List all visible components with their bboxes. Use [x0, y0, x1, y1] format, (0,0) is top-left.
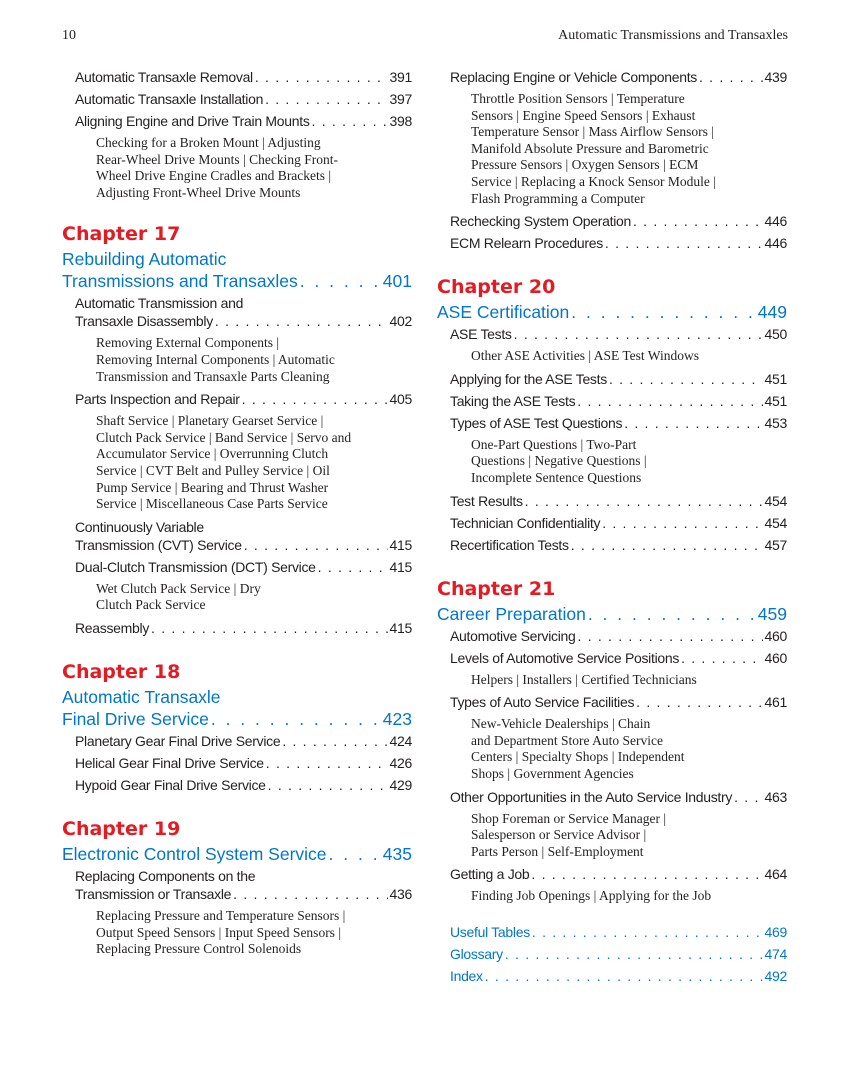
toc-line[interactable] — [75, 556, 412, 578]
dot-leader — [624, 412, 762, 434]
page-number: 10 — [62, 28, 76, 43]
subtopic-line: Throttle Position Sensors | Temperature — [471, 91, 685, 106]
page-number: 464 — [764, 866, 787, 883]
dot-leader — [211, 708, 381, 730]
running-title: Automatic Transmissions and Transaxles — [558, 28, 788, 43]
dot-leader — [636, 691, 762, 713]
back-matter-link[interactable] — [450, 965, 787, 987]
subtopic-line: Accumulator Service | Overrunning Clutch — [96, 446, 329, 462]
toc-line[interactable] — [62, 843, 412, 865]
subtopic-line: Shops | Government Agencies — [471, 765, 634, 781]
subtopics — [471, 91, 787, 207]
toc-line[interactable] — [450, 534, 787, 556]
page-number: 453 — [764, 414, 787, 431]
entry-label: Taking the ASE Tests — [450, 392, 576, 409]
page-number: 451 — [764, 392, 787, 409]
subtopics — [96, 908, 412, 958]
subtopics — [471, 811, 787, 861]
subtopic-line: and Department Store Auto Service — [471, 732, 663, 748]
dot-leader — [571, 301, 756, 323]
dot-leader — [681, 647, 762, 669]
dot-leader — [514, 323, 763, 345]
toc-line[interactable] — [75, 312, 412, 330]
toc-entry[interactable] — [75, 388, 412, 410]
toc-entry[interactable] — [75, 292, 412, 332]
page-number: 451 — [764, 370, 787, 387]
toc-line[interactable] — [75, 88, 412, 110]
toc-entry[interactable] — [75, 730, 412, 752]
entry-label: Automatic Transaxle Installation — [75, 91, 264, 107]
page-number: 424 — [389, 732, 412, 749]
toc-entry[interactable] — [75, 774, 412, 796]
subtopic-line: Clutch Pack Service | Band Service | Servo and — [96, 429, 352, 445]
back-matter-link[interactable] — [450, 921, 787, 943]
toc-line[interactable] — [75, 110, 412, 132]
subtopic-line: Output Speed Sensors | Input Speed Sensors | — [96, 924, 342, 940]
chapter-title-link[interactable] — [62, 686, 412, 730]
subtopic-line: Pressure Sensors | Oxygen Sensors | ECM — [471, 157, 699, 173]
entry-label: Other Opportunities in the Auto Service Industry — [450, 788, 733, 805]
entry-label: Levels of Automotive Service Positions — [450, 649, 680, 666]
entry-label: Final Drive Service — [62, 708, 209, 729]
toc-entry[interactable] — [450, 390, 787, 412]
toc-entry[interactable] — [75, 556, 412, 578]
entry-label: Reassembly — [75, 619, 150, 636]
entry-label: Useful Tables — [450, 923, 530, 940]
dot-leader — [605, 232, 763, 254]
entry-label: Hypoid Gear Final Drive Service — [75, 776, 266, 793]
subtopic-line: Centers | Specialty Shops | Independent — [471, 749, 685, 765]
dot-leader — [588, 603, 756, 625]
page-number: 492 — [764, 967, 787, 984]
dot-leader — [265, 88, 387, 110]
dot-leader — [609, 368, 763, 390]
chapter-title-link[interactable] — [437, 301, 787, 323]
subtopics — [471, 888, 787, 905]
subtopic-line: Sensors | Engine Speed Sensors | Exhaust — [471, 107, 696, 123]
entry-label: Getting a Job — [450, 866, 530, 883]
page-number: 429 — [389, 776, 412, 793]
toc-line[interactable] — [437, 603, 787, 625]
toc-line[interactable] — [450, 210, 787, 232]
toc-entry[interactable] — [75, 865, 412, 905]
toc-line[interactable] — [75, 752, 412, 774]
dot-leader — [531, 863, 762, 885]
dot-leader — [244, 536, 388, 554]
toc-entry[interactable] — [450, 691, 787, 713]
toc-line[interactable] — [450, 490, 787, 512]
entry-label: Transmission or Transaxle — [75, 885, 232, 902]
toc-entry[interactable] — [75, 88, 412, 110]
subtopic-line: Clutch Pack Service — [96, 597, 206, 613]
page-number: 450 — [764, 326, 787, 343]
entry-label: ASE Tests — [450, 326, 512, 343]
toc-entry[interactable] — [450, 368, 787, 390]
page-number: 454 — [764, 514, 787, 531]
page-number: 415 — [389, 558, 412, 575]
subtopics — [96, 135, 412, 201]
subtopic-line: Parts Person | Self-Employment — [471, 843, 644, 859]
chapter-heading: Chapter 19 — [62, 817, 181, 840]
subtopic-line: Shop Foreman or Service Manager | — [471, 810, 667, 826]
toc-line[interactable] — [450, 943, 787, 965]
dot-leader — [578, 625, 763, 647]
subtopic-line: Replacing Pressure and Temperature Sensors | — [96, 907, 346, 923]
toc-entry[interactable] — [450, 323, 787, 345]
subtopics — [96, 335, 412, 385]
page-number: 415 — [389, 619, 412, 636]
toc-line[interactable] — [450, 921, 787, 943]
subtopic-line: Salesperson or Service Advisor | — [471, 827, 647, 843]
subtopic-line: Service | Replacing a Knock Sensor Module | — [471, 173, 716, 189]
subtopics — [96, 413, 412, 513]
toc-line[interactable] — [75, 617, 412, 639]
toc-column-right — [437, 66, 787, 987]
subtopics — [96, 581, 412, 614]
subtopic-line: Removing External Components | — [96, 335, 280, 351]
dot-leader — [532, 921, 763, 943]
subtopic-line: Service | CVT Belt and Pulley Service | Oil — [96, 462, 330, 478]
page-number: 398 — [389, 113, 412, 129]
subtopic-line: Questions | Negative Questions | — [471, 453, 647, 469]
entry-label: Career Preparation — [437, 603, 586, 624]
entry-label-first-line: Automatic Transaxle — [62, 686, 221, 707]
page-number: 469 — [764, 923, 787, 940]
entry-label: Applying for the ASE Tests — [450, 370, 607, 387]
toc-entry[interactable] — [75, 66, 412, 88]
entry-label: Transmissions and Transaxles — [62, 271, 298, 292]
toc-line[interactable] — [450, 390, 787, 412]
chapter-heading: Chapter 17 — [62, 223, 181, 246]
page-number: 436 — [389, 885, 412, 902]
toc-line[interactable] — [450, 323, 787, 345]
subtopics — [471, 716, 787, 782]
subtopic-line: Checking for a Broken Mount | Adjusting — [96, 135, 321, 150]
page-number: 446 — [764, 235, 787, 252]
toc-entry[interactable] — [75, 752, 412, 774]
toc-entry[interactable] — [450, 786, 787, 808]
toc-line[interactable] — [450, 512, 787, 534]
dot-leader — [571, 534, 763, 556]
toc-line[interactable] — [450, 786, 787, 808]
toc-line[interactable] — [450, 625, 787, 647]
entry-label: Glossary — [450, 945, 503, 962]
subtopic-line: One-Part Questions | Two-Part — [471, 436, 637, 452]
entry-label: Electronic Control System Service — [62, 843, 327, 864]
dot-leader — [505, 943, 763, 965]
toc-line[interactable] — [62, 708, 412, 730]
entry-label: Types of ASE Test Questions — [450, 414, 623, 431]
toc-line[interactable] — [450, 66, 787, 88]
toc-entry[interactable] — [450, 412, 787, 434]
entry-label: Parts Inspection and Repair — [75, 391, 240, 408]
dot-leader — [233, 885, 387, 903]
dot-leader — [151, 617, 388, 639]
page-number: 474 — [764, 945, 787, 962]
toc-line[interactable] — [75, 66, 412, 88]
dot-leader — [699, 66, 763, 88]
entry-label-first-line: Automatic Transmission and — [75, 295, 244, 312]
toc-line[interactable] — [450, 863, 787, 885]
toc-entry[interactable] — [450, 647, 787, 669]
chapter-heading: Chapter 21 — [437, 577, 556, 600]
dot-leader — [318, 556, 388, 578]
subtopics — [471, 437, 787, 487]
entry-label: ASE Certification — [437, 302, 570, 323]
subtopics — [471, 348, 787, 365]
entry-label: Transaxle Disassembly — [75, 313, 213, 330]
page-number: 449 — [757, 302, 787, 323]
subtopic-line: Shaft Service | Planetary Gearset Service | — [96, 413, 324, 429]
subtopic-line: Finding Job Openings | Applying for the Job — [471, 888, 712, 904]
dot-leader — [312, 110, 388, 132]
subtopic-line: Temperature Sensor | Mass Airflow Sensors | — [471, 124, 714, 140]
page-number: 461 — [764, 694, 787, 711]
toc-entry[interactable] — [75, 110, 412, 132]
subtopic-line: Transmission and Transaxle Parts Cleaning — [96, 368, 330, 384]
dot-leader — [242, 388, 388, 410]
entry-label-first-line: Rebuilding Automatic — [62, 249, 227, 270]
page-number: 426 — [389, 754, 412, 771]
page-number: 454 — [764, 492, 787, 509]
subtopic-line: Pump Service | Bearing and Thrust Washer — [96, 479, 329, 495]
page-number: 446 — [764, 213, 787, 230]
entry-label: ECM Relearn Procedures — [450, 235, 603, 252]
toc-entry[interactable] — [450, 534, 787, 556]
entry-label: Helical Gear Final Drive Service — [75, 754, 264, 771]
dot-leader — [525, 490, 763, 512]
toc-line[interactable] — [437, 301, 787, 323]
subtopic-line: Rear-Wheel Drive Mounts | Checking Front- — [96, 151, 338, 167]
chapter-title-link[interactable] — [437, 603, 787, 625]
subtopic-line: New-Vehicle Dealerships | Chain — [471, 716, 651, 732]
toc-entry[interactable] — [450, 66, 787, 88]
entry-label-first-line: Replacing Components on the — [75, 867, 256, 884]
subtopic-line: Service | Miscellaneous Case Parts Service — [96, 496, 328, 512]
subtopic-line: Incomplete Sentence Questions — [471, 469, 642, 485]
dot-leader — [282, 730, 387, 752]
page-number: 439 — [764, 69, 787, 85]
dot-leader — [734, 786, 762, 808]
dot-leader — [300, 270, 381, 292]
toc-line[interactable] — [450, 691, 787, 713]
chapter-heading: Chapter 18 — [62, 660, 181, 683]
toc-entry[interactable] — [450, 863, 787, 885]
subtopic-line: Flash Programming a Computer — [471, 190, 645, 206]
dot-leader — [329, 843, 381, 865]
entry-label: Replacing Engine or Vehicle Components — [450, 69, 697, 85]
toc-entry[interactable] — [450, 490, 787, 512]
page-number: 435 — [382, 843, 412, 864]
toc-line[interactable] — [75, 388, 412, 410]
page-number: 423 — [382, 708, 412, 729]
entry-label: Automotive Servicing — [450, 627, 576, 644]
entry-label: Automatic Transaxle Removal — [75, 69, 253, 85]
toc-entry[interactable] — [450, 210, 787, 232]
subtopic-line: Manifold Absolute Pressure and Barometric — [471, 140, 709, 156]
subtopics — [471, 672, 787, 689]
page-number: 457 — [764, 536, 787, 553]
entry-label: Test Results — [450, 492, 523, 509]
subtopic-line: Wheel Drive Engine Cradles and Brackets | — [96, 168, 332, 184]
entry-label: Rechecking System Operation — [450, 213, 631, 230]
dot-leader — [602, 512, 762, 534]
entry-label: Types of Auto Service Facilities — [450, 694, 635, 711]
toc-entry[interactable] — [450, 512, 787, 534]
entry-label: Transmission (CVT) Service — [75, 536, 242, 553]
toc-line[interactable] — [450, 232, 787, 254]
entry-label: Planetary Gear Final Drive Service — [75, 732, 281, 749]
dot-leader — [577, 390, 762, 412]
page-number: 402 — [389, 313, 412, 330]
page-number: 463 — [764, 788, 787, 805]
page-number: 459 — [757, 603, 787, 624]
page-number: 391 — [389, 69, 412, 85]
entry-label-first-line: Continuously Variable — [75, 518, 204, 535]
back-matter-link[interactable] — [450, 943, 787, 965]
subtopic-line: Removing Internal Components | Automatic — [96, 351, 335, 367]
toc-line[interactable] — [450, 965, 787, 987]
page-number: 397 — [389, 91, 412, 107]
entry-label: Technician Confidentiality — [450, 514, 601, 531]
subtopic-line: Helpers | Installers | Certified Technicians — [471, 671, 697, 687]
toc-line[interactable] — [75, 774, 412, 796]
dot-leader — [266, 752, 388, 774]
toc-entry[interactable] — [450, 232, 787, 254]
entry-label: Dual-Clutch Transmission (DCT) Service — [75, 558, 316, 575]
toc-line[interactable] — [450, 368, 787, 390]
toc-line[interactable] — [75, 536, 412, 554]
subtopic-line: Replacing Pressure Control Solenoids — [96, 941, 302, 957]
dot-leader — [485, 965, 763, 987]
toc-line[interactable] — [75, 885, 412, 903]
page-number: 405 — [389, 391, 412, 408]
chapter-heading: Chapter 20 — [437, 276, 556, 299]
dot-leader — [255, 66, 388, 88]
toc-line[interactable] — [450, 412, 787, 434]
subtopic-line: Wet Clutch Pack Service | Dry — [96, 580, 261, 596]
dot-leader — [633, 210, 763, 232]
entry-label: Recertification Tests — [450, 536, 569, 553]
dot-leader — [215, 312, 388, 330]
page-number: 460 — [764, 649, 787, 666]
entry-label: Aligning Engine and Drive Train Mounts — [75, 113, 310, 129]
subtopic-line: Other ASE Activities | ASE Test Windows — [471, 348, 699, 364]
toc-entry[interactable] — [450, 625, 787, 647]
toc-entry[interactable] — [75, 617, 412, 639]
page-number: 460 — [764, 627, 787, 644]
toc-line[interactable] — [62, 270, 412, 292]
chapter-title-link[interactable] — [62, 843, 412, 865]
entry-label: Index — [450, 967, 483, 984]
toc-line[interactable] — [450, 647, 787, 669]
toc-column-left — [62, 66, 412, 961]
toc-entry[interactable] — [75, 516, 412, 556]
page-number: 401 — [382, 271, 412, 292]
dot-leader — [268, 774, 388, 796]
chapter-title-link[interactable] — [62, 248, 412, 292]
toc-line[interactable] — [75, 730, 412, 752]
subtopic-line: Adjusting Front-Wheel Drive Mounts — [96, 184, 301, 200]
page-number: 415 — [389, 536, 412, 553]
